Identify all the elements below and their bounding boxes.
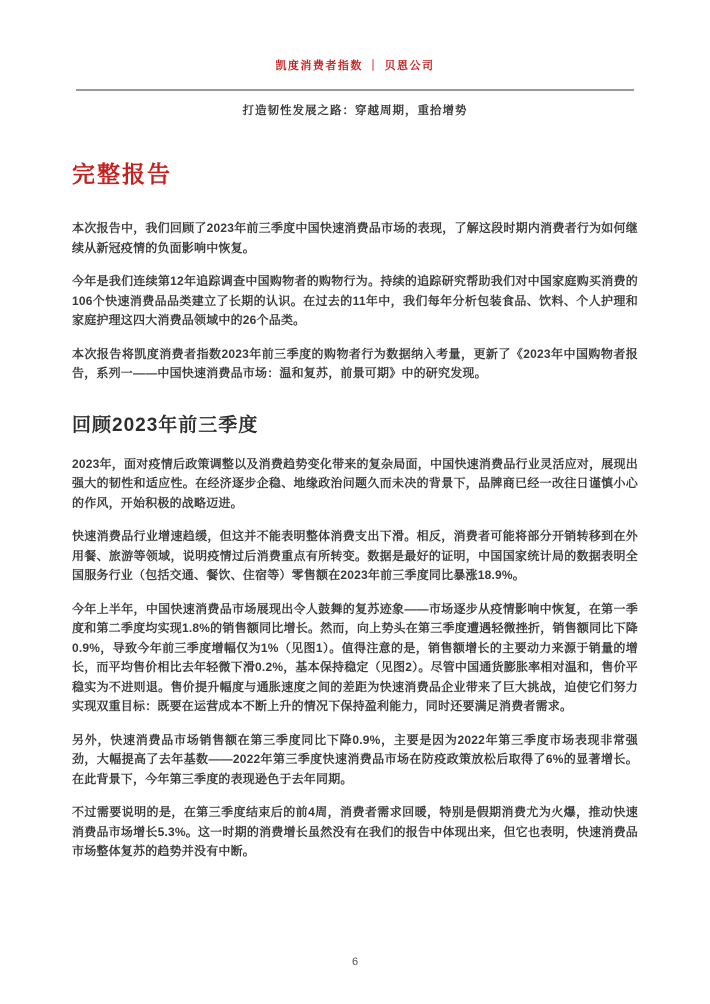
page-number: 6 — [351, 956, 359, 968]
page-title: 完整报告 — [72, 161, 172, 187]
section-paragraph-2: 快速消费品行业增速趋缓，但这并不能表明整体消费支出下滑。相反，消费者可能将部分开销转移到在外用餐、旅游等领域，说明疫情过后消费重点有所转变。数据是最好的证明，中国国家统计局的数据表明全国服务行业（包括交通、餐饮、住宿等）零售额在2023年前三季度同比暴涨18.9%。 — [72, 529, 638, 582]
section-paragraph-1: 2023年，面对疫情后政策调整以及消费趋势变化带来的复杂局面，中国快速消费品行业灵活应对，展现出强大的韧性和适应性。在经济逐步企稳、地缘政治问题久而未决的背景下，品牌商已经一改往日谨慎小心的作风，开始积极的战略迈进。 — [72, 456, 638, 510]
section-paragraph-4: 另外，快速消费品市场销售额在第三季度同比下降0.9%，主要是因为2022年第三季度市场表现非常强劲，大幅提高了去年基数——2022年第三季度快速消费品市场在防疫政策放松后取得了6%的显著增长。在此背景下，今年第三季度的表现逊色于去年同期。 — [72, 732, 638, 786]
section-paragraph-3: 今年上半年，中国快速消费品市场展现出令人鼓舞的复苏迹象——市场逐步从疫情影响中恢复，在第一季度和第二季度均实现1.8%的销售额同比增长。然而，向上势头在第三季度遭遇轻微挫折，销售额同比下降0.9%，导致今年前三季度增幅仅为1%（见图1）。值得注意的是，销售额增长的主要动力来源于销量的增长，而平均售价相比去年轻微下滑0.2%，基本保持稳定（见图2）。尽管中国通货膨胀率相对温和，售价平稳实为不进则退。售价提升幅度与通胀速度之间的差距为快速消费品企业带来了巨大挑战，迫使它们努力实现双重目标：既要在运营成本不断上升的情况下保持盈利能力，同时还要满足消费者需求。 — [72, 601, 638, 713]
section-heading-review: 回顾2023年前三季度 — [72, 414, 259, 436]
page-content — [72, 160, 638, 862]
report-subtitle: 打造韧性发展之路：穿越周期，重拾增势 — [242, 105, 468, 117]
brand-header: 凯度消费者指数 ｜ 贝恩公司 — [275, 60, 435, 72]
section-paragraph-5: 不过需要说明的是，在第三季度结束后的前4周，消费者需求回暖，特别是假期消费尤为火爆，推动快速消费品市场增长5.3%。这一时期的消费增长虽然没有在我们的报告中体现出来，但它也表明，快速消费品市场整体复苏的趋势并没有中断。 — [72, 805, 638, 858]
header-divider — [76, 89, 634, 91]
intro-paragraph-3: 本次报告将凯度消费者指数2023年前三季度的购物者行为数据纳入考量，更新了《2023年中国购物者报告，系列一——中国快速消费品市场：温和复苏，前景可期》中的研究发现。 — [72, 346, 638, 380]
intro-paragraph-1: 本次报告中，我们回顾了2023年前三季度中国快速消费品市场的表现，了解这段时期内消费者行为如何继续从新冠疫情的负面影响中恢复。 — [72, 221, 638, 255]
intro-paragraph-2: 今年是我们连续第12年追踪调查中国购物者的购物行为。持续的追踪研究帮助我们对中国家庭购买消费的106个快速消费品品类建立了长期的认识。在过去的11年中，我们每年分析包装食品、饮料、个人护理和家庭护理这四大消费品领域中的26个品类。 — [72, 274, 638, 327]
